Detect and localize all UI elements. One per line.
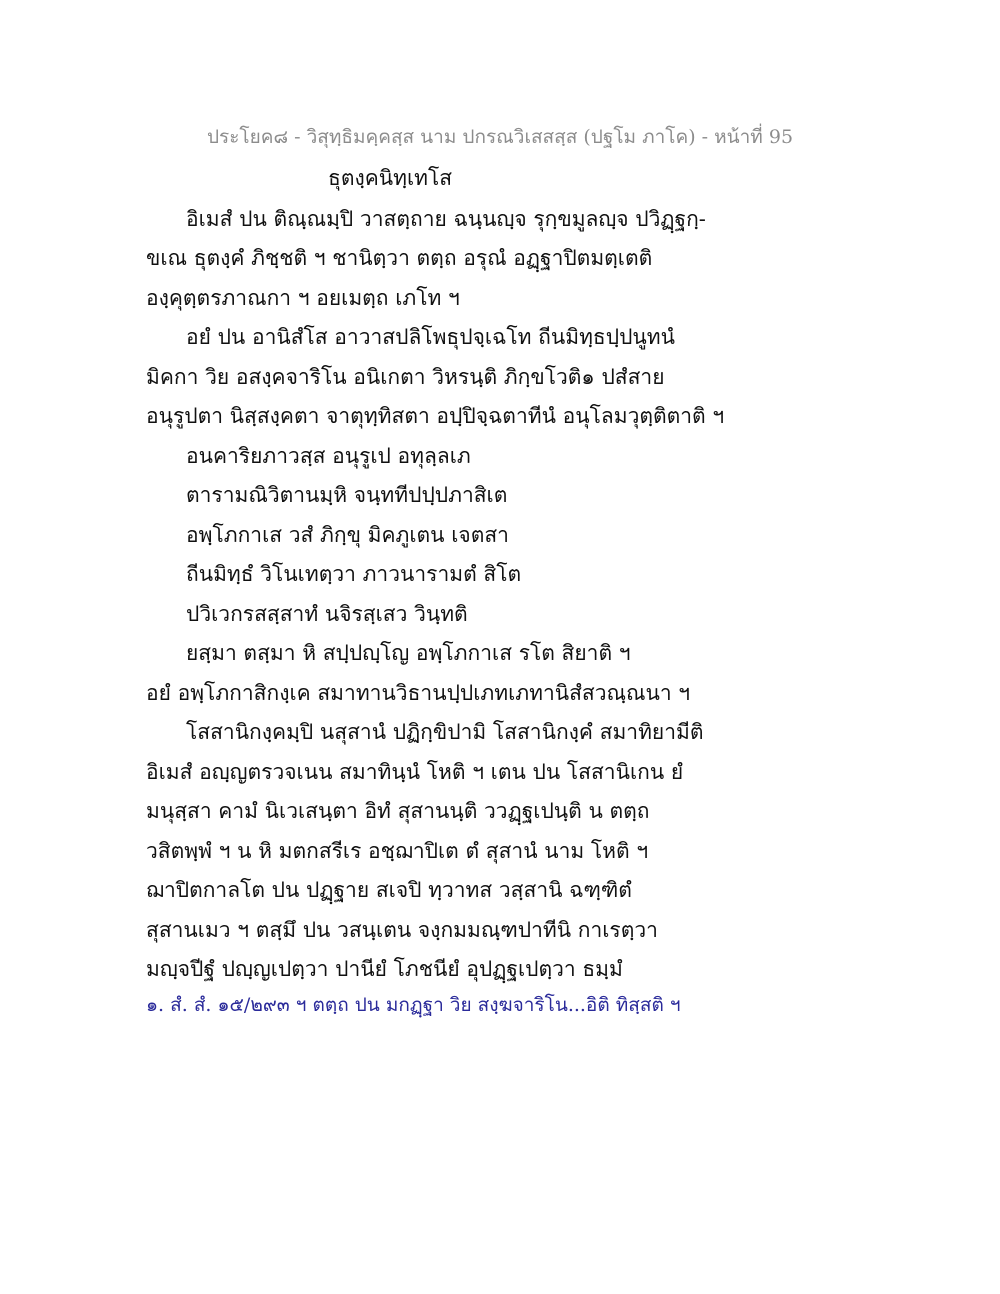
body-line-1: อิเมสํ ปน ติณฺณมฺปิ วาสตฺถาย ฉนฺนญฺจ รุกฺขมูลญฺจ ปวิฏฺฐกฺ- bbox=[186, 207, 706, 231]
body-line-8: โสสานิกงฺคมฺปิ นสุสานํ ปฏิกฺขิปามิ โสสานิกงฺคํ สมาทิยามีติ bbox=[186, 720, 704, 744]
body-line-6: อนุรูปตา นิสฺสงฺคตา จาตุทฺทิสตา อปฺปิจฺฉตาทีนํ อนุโลมวุตฺติตาติ ฯ bbox=[146, 404, 725, 428]
verse-line-3: อพฺโภกาเส วสํ ภิกฺขุ มิคภูเตน เจตสา bbox=[186, 523, 509, 547]
footnote: ๑. สํ. สํ. ๑๕/๒๙๓ ฯ ตตฺถ ปน มกฏฺฐา วิย สงฺฆจาริโน...อิติ ทิสฺสติ ฯ bbox=[146, 994, 681, 1016]
verse-line-2: ตารามณิวิตานมฺหิ จนฺททีปปฺปภาสิเต bbox=[186, 483, 508, 507]
body-line-10: มนุสฺสา คามํ นิเวเสนฺตา อิทํ สุสานนฺติ ววฏฺฐเปนฺติ น ตตฺถ bbox=[146, 799, 650, 823]
verse-line-5: ปวิเวกรสสฺสาทํ นจิรสฺเสว วินฺทติ bbox=[186, 602, 468, 626]
body-line-4: อยํ ปน อานิสํโส อาวาสปลิโพธุปจฺเฉโท ถีนมิทฺธปฺปนูทนํ bbox=[186, 325, 675, 349]
verse-line-4: ถีนมิทฺธํ วิโนเทตฺวา ภาวนารามตํ สิโต bbox=[186, 562, 522, 586]
body-line-14: มญฺจปีฐํ ปญฺญเปตฺวา ปานียํ โภชนียํ อุปฏฺฐเปตฺวา ธมฺมํ bbox=[146, 957, 623, 981]
body-line-5: มิคกา วิย อสงฺคจาริโน อนิเกตา วิหรนฺติ ภิกฺขโวติ๑ ปสํสาย bbox=[146, 365, 665, 389]
body-line-13: สุสานเมว ฯ ตสฺมึ ปน วสนฺเตน จงฺกมมณฺฑปาทีนิ กาเรตฺวา bbox=[146, 918, 658, 942]
verse-line-6: ยสฺมา ตสฺมา หิ สปฺปญฺโญ อพฺโภกาเส รโต สิยาติ ฯ bbox=[186, 641, 631, 665]
body-line-12: ฌาปิตกาลโต ปน ปฏฺฐาย สเจปิ ทฺวาทส วสฺสานิ ฉฑฺฑิตํ bbox=[146, 878, 632, 902]
body-line-3: องฺคุตฺตรภาณกา ฯ อยเมตฺถ เภโท ฯ bbox=[146, 286, 460, 310]
body-line-9: อิเมสํ อญฺญตรวจเนน สมาทินฺนํ โหติ ฯ เตน ปน โสสานิเกน ยํ bbox=[146, 760, 684, 784]
body-line-11: วสิตพฺพํ ฯ น หิ มตกสรีเร อชฺฌาปิเต ตํ สุสานํ นาม โหติ ฯ bbox=[146, 839, 649, 863]
body-line-2: ขเณ ธุตงฺคํ ภิชฺชติ ฯ ชานิตฺวา ตตฺถ อรุณํ อฏฺฐาปิตมตฺเตติ bbox=[146, 246, 653, 270]
body-line-7: อยํ อพฺโภกาสิกงฺเค สมาทานวิธานปฺปเภทเภทานิสํสวณฺณนา ฯ bbox=[146, 681, 691, 705]
verse-line-1: อนคาริยภาวสฺส อนุรูเป อทุลฺลเภ bbox=[186, 444, 471, 468]
page-header: ประโยค๘ - วิสุทฺธิมคฺคสฺส นาม ปกรณวิเสสสฺส (ปฐโม ภาโค) - หน้าที่ 95 bbox=[206, 126, 794, 148]
section-title: ธุตงฺคนิทฺเทโส bbox=[328, 166, 453, 190]
